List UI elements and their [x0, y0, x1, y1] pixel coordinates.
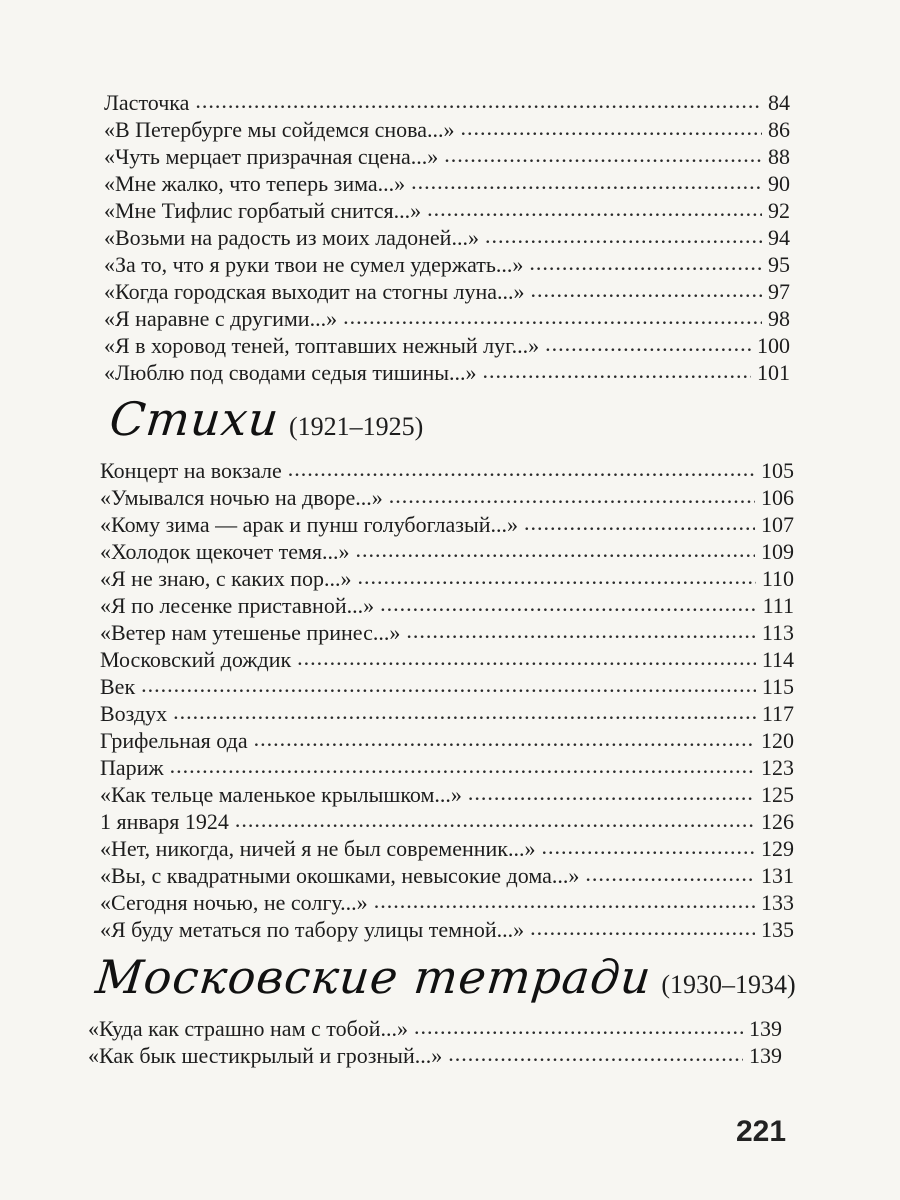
toc-entry: [104, 196, 790, 223]
toc-entry: [100, 915, 794, 942]
dot-leader: [235, 807, 755, 829]
entry-title: «Как бык шестикрылый и грозный...»: [88, 1043, 443, 1068]
entry-page: 101: [757, 360, 790, 385]
entry-title: «Вы, с квадратными окошками, невысокие дома...»: [100, 863, 580, 888]
entry-page: 131: [761, 863, 794, 888]
toc-entry: [100, 672, 794, 699]
toc-entry: [100, 456, 794, 483]
toc-entry: [100, 564, 794, 591]
toc-entry: [100, 834, 794, 861]
entry-page: 126: [761, 809, 794, 834]
dot-leader: [406, 618, 755, 640]
entry-page: 139: [749, 1016, 782, 1041]
toc-entry: [104, 277, 790, 304]
dot-leader: [374, 888, 755, 910]
dot-leader: [195, 88, 762, 110]
entry-title: «Люблю под сводами седыя тишины...»: [104, 360, 477, 385]
toc-entry: [104, 223, 790, 250]
dot-leader: [141, 672, 756, 694]
entry-page: 139: [749, 1043, 782, 1068]
entry-title: «Мне Тифлис горбатый снится...»: [104, 198, 422, 223]
dot-leader: [485, 223, 762, 245]
entry-page: 113: [761, 620, 794, 645]
entry-title: Московский дождик: [100, 647, 292, 672]
entry-page: 117: [761, 701, 794, 726]
entry-title: Воздух: [100, 701, 168, 726]
dot-leader: [529, 250, 762, 272]
dot-leader: [542, 834, 756, 856]
dot-leader: [380, 591, 757, 613]
entry-title: «Мне жалко, что теперь зима...»: [104, 171, 406, 196]
dot-leader: [460, 115, 762, 137]
entry-title: «Я в хоровод теней, топтавших нежный луг...»: [104, 333, 540, 358]
toc-entry: [100, 861, 794, 888]
section-heading: [93, 950, 796, 1004]
entry-page: 86: [768, 117, 790, 142]
dot-leader: [389, 483, 755, 505]
entry-page: 133: [761, 890, 794, 915]
entry-title: «Я по лесенке приставной...»: [100, 593, 375, 618]
entry-page: 92: [768, 198, 790, 223]
toc-entry: [100, 726, 794, 753]
dot-leader: [524, 510, 755, 532]
toc-entry: [100, 780, 794, 807]
entry-title: «Как тельце маленькое крылышком...»: [100, 782, 462, 807]
entry-title: «Ветер нам утешенье принес...»: [100, 620, 401, 645]
entry-title: «Возьми на радость из моих ладоней...»: [104, 225, 479, 250]
toc-entry: [100, 645, 794, 672]
entry-page: 97: [768, 279, 790, 304]
dot-leader: [356, 537, 755, 559]
toc-entry: [100, 483, 794, 510]
entry-title: Век: [100, 674, 136, 699]
entry-page: 107: [761, 512, 794, 537]
entry-page: 125: [761, 782, 794, 807]
toc-entry: [100, 753, 794, 780]
toc-entry: [88, 1041, 782, 1068]
dot-leader: [358, 564, 756, 586]
entry-title: «Когда городская выходит на стогны луна...»: [104, 279, 525, 304]
entry-page: 115: [761, 674, 794, 699]
entry-page: 84: [768, 90, 790, 115]
entry-title: «Я не знаю, с каких пор...»: [100, 566, 352, 591]
entry-title: «Я наравне с другими...»: [104, 306, 338, 331]
section-years: (1921–1925): [289, 412, 424, 441]
toc-entry: [100, 807, 794, 834]
dot-leader: [483, 358, 751, 380]
entry-page: 88: [768, 144, 790, 169]
entry-page: 100: [757, 333, 790, 358]
dot-leader: [254, 726, 755, 748]
toc-entry: [100, 699, 794, 726]
dot-leader: [444, 142, 762, 164]
entry-page: 95: [768, 252, 790, 277]
entry-page: 94: [768, 225, 790, 250]
toc-entry: [104, 331, 790, 358]
dot-leader: [414, 1014, 743, 1036]
dot-leader: [585, 861, 755, 883]
toc-entry: [104, 304, 790, 331]
dot-leader: [173, 699, 756, 721]
dot-leader: [297, 645, 756, 667]
entry-title: «Холодок щекочет темя...»: [100, 539, 350, 564]
dot-leader: [411, 169, 762, 191]
page-number: 221: [736, 1115, 787, 1148]
toc-entry: [104, 115, 790, 142]
dot-leader: [343, 304, 762, 326]
dot-leader: [531, 277, 762, 299]
entry-title: «Сегодня ночью, не солгу...»: [100, 890, 368, 915]
entry-title: «Умывался ночью на дворе...»: [100, 485, 383, 510]
toc-entry: [88, 1014, 782, 1041]
entry-title: Париж: [100, 755, 164, 780]
dot-leader: [448, 1041, 743, 1063]
entry-page: 106: [761, 485, 794, 510]
dot-leader: [468, 780, 755, 802]
section-title: Московские тетради: [93, 950, 655, 1004]
dot-leader: [530, 915, 755, 937]
entry-title: 1 января 1924: [100, 809, 229, 834]
entry-title: «В Петербурге мы сойдемся снова...»: [104, 117, 455, 142]
toc-entry: [104, 358, 790, 385]
toc-entry: [104, 169, 790, 196]
toc-entry: [104, 88, 790, 115]
section-heading: [107, 392, 424, 446]
section-title: Стихи: [107, 392, 282, 446]
toc-entry: [104, 142, 790, 169]
entry-page: 120: [761, 728, 794, 753]
toc-entry: [100, 888, 794, 915]
entry-page: 90: [768, 171, 790, 196]
entry-page: 110: [761, 566, 794, 591]
entry-title: Ласточка: [104, 90, 190, 115]
section-years: (1930–1934): [661, 970, 796, 999]
entry-page: 105: [761, 458, 794, 483]
entry-title: «Чуть мерцает призрачная сцена...»: [104, 144, 439, 169]
entry-page: 135: [761, 917, 794, 942]
entry-title: Грифельная ода: [100, 728, 248, 753]
entry-page: 114: [761, 647, 794, 672]
toc-entry: [104, 250, 790, 277]
entry-title: «Я буду метаться по табору улицы темной...»: [100, 917, 525, 942]
entry-page: 129: [761, 836, 794, 861]
dot-leader: [288, 456, 755, 478]
entry-page: 111: [762, 593, 794, 618]
entry-page: 123: [761, 755, 794, 780]
entry-title: «Нет, никогда, ничей я не был современник...»: [100, 836, 536, 861]
dot-leader: [545, 331, 751, 353]
entry-title: «Куда как страшно нам с тобой...»: [88, 1016, 409, 1041]
toc-entry: [100, 537, 794, 564]
entry-title: «За то, что я руки твои не сумел удержать...»: [104, 252, 524, 277]
toc-entry: [100, 618, 794, 645]
dot-leader: [427, 196, 762, 218]
entry-title: «Кому зима — арак и пунш голубоглазый...»: [100, 512, 519, 537]
entry-page: 109: [761, 539, 794, 564]
dot-leader: [170, 753, 755, 775]
entry-title: Концерт на вокзале: [100, 458, 282, 483]
toc-entry: [100, 510, 794, 537]
toc-entry: [100, 591, 794, 618]
entry-page: 98: [768, 306, 790, 331]
